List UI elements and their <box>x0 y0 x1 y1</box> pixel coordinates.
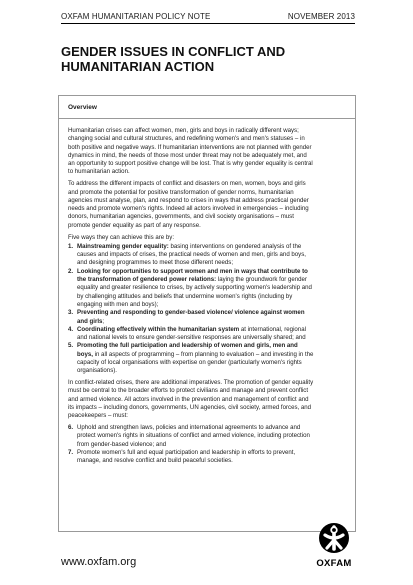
oxfam-logo <box>312 522 356 570</box>
list-number: 2. <box>68 267 74 275</box>
header-bar <box>61 12 355 21</box>
text-line: in all aspects of programming – from planning to evaluation – and investing in the <box>92 350 314 358</box>
text-line: at international, regional <box>239 325 306 333</box>
list-item-bold: Mainstreaming gender equality: <box>77 242 169 250</box>
text-line: peacekeepers – must: <box>68 412 128 420</box>
text-line: and designing programmes to meet those different needs; <box>77 259 234 267</box>
text-line: changing social and cultural structures, and redefining women's and men's statuses – in <box>68 135 305 143</box>
overview-box <box>58 95 356 532</box>
text-line: by challenging attitudes and beliefs that undermine women's rights (including by <box>77 292 293 300</box>
header-divider <box>61 23 355 24</box>
list-item-bold: the transformation of gendered power relations: <box>77 276 217 284</box>
text-line: must be central to the broader efforts to protect civilians and manage and prevent conflict <box>68 387 309 395</box>
list-item-bold: Coordinating effectively within the humanitarian system <box>77 325 240 333</box>
text-line: from gender-based violence; and <box>77 440 167 448</box>
text-line: Promote women's full and equal participation and leadership in efforts to prevent, <box>77 448 296 456</box>
text-line: ; <box>102 317 105 325</box>
text-line: laying the groundwork for gender <box>216 276 307 284</box>
list-number: 3. <box>68 309 74 317</box>
text-line: and promote the potential for positive transformation of gender norms, humanitarian <box>68 188 294 196</box>
text-line: manage, and resolve conflict and build peaceful societies. <box>77 457 233 465</box>
list-item-bold: and girls <box>77 317 103 325</box>
text-line: To address the different impacts of conflict and disasters on men, women, boys and girls <box>68 180 306 188</box>
list-number: 7. <box>68 448 74 456</box>
logo-wordmark: OXFAM <box>316 558 352 569</box>
numbered-list-2 <box>68 424 348 465</box>
list-intro: Five ways they can achieve this are by: <box>68 233 175 241</box>
text-line: Uphold and strengthen laws, policies and international agreements to advance and <box>77 424 301 432</box>
website-link[interactable]: www.oxfam.org <box>61 556 137 568</box>
list-item <box>68 342 348 375</box>
text-line: causes and impacts of crises, the practical needs of women and men, girls and boys, <box>77 251 306 259</box>
text-line: organisations). <box>77 367 117 375</box>
list-item-bold: Preventing and responding to gender-based violence/ violence against women <box>77 309 305 317</box>
text-line: protect women's rights in situations of conflict and armed violence, including protection <box>77 432 310 440</box>
numbered-list <box>68 243 348 376</box>
text-line: and armed violence. All actors involved in the prevention and management of conflict and <box>68 395 309 403</box>
text-line: both positive and negative ways. If humanitarian interventions are not planned with gender <box>68 143 312 151</box>
text-line: In conflict-related crises, there are additional imperatives. The promotion of gender equality <box>68 379 314 387</box>
title-line-2: HUMANITARIAN ACTION <box>61 59 215 74</box>
oxfam-logo-icon <box>312 522 356 558</box>
list-number: 6. <box>68 424 74 432</box>
list-number: 1. <box>68 242 74 250</box>
text-line: capacity of local organisations with expertise on gender (particularly women's rights <box>77 359 302 367</box>
text-line: donors, humanitarian agencies, governments, and civil society organisations – must <box>68 213 294 221</box>
list-item <box>68 309 348 326</box>
text-line: promote gender equality as part of any response. <box>68 221 201 229</box>
text-line: to humanitarian action. <box>68 168 130 176</box>
list-item <box>68 326 348 343</box>
list-item <box>68 243 348 268</box>
list-number: 5. <box>68 342 74 350</box>
list-item-bold: boys, <box>77 350 93 358</box>
list-item-bold: Looking for opportunities to support women and men in ways that contribute to <box>77 267 308 275</box>
text-line: equality and greater resilience to crises, by actively supporting women's leadership and <box>77 284 312 292</box>
date-label: NOVEMBER 2013 <box>287 12 355 21</box>
list-item-bold: Promoting the full participation and leadership of women and girls, men and <box>77 342 298 350</box>
paragraph-3 <box>68 379 348 420</box>
text-line: engaging with men and boys); <box>77 300 159 308</box>
series-label: OXFAM HUMANITARIAN POLICY NOTE <box>61 12 211 21</box>
text-line: its impacts – including donors, governments, UN agencies, civil society, armed forces, and <box>68 404 312 411</box>
text-line: an opportunity to support positive change will be lost. That is why gender equality is central <box>68 160 313 168</box>
list-item <box>68 268 348 309</box>
paragraph-2 <box>68 180 348 230</box>
list-item <box>68 449 348 466</box>
text-line: basing interventions on gendered analysis of the <box>168 242 302 250</box>
text-line: Humanitarian crises can affect women, men, girls and boys in radically different ways; <box>68 127 299 134</box>
overview-body <box>59 119 355 466</box>
list-item <box>68 424 348 449</box>
text-line: agencies must analyse, plan, and respond to crises in ways that address practical gender <box>68 196 309 204</box>
overview-heading: Overview <box>59 96 355 119</box>
paragraph-1 <box>68 127 348 177</box>
text-line: needs and promote women's rights. Indeed all actors involved in emergencies – including <box>68 205 309 213</box>
text-line: and national levels to ensure gender-sensitive responses are universally shared; and <box>77 334 306 342</box>
title-line-1: GENDER ISSUES IN CONFLICT AND <box>61 44 286 59</box>
list-number: 4. <box>68 325 74 333</box>
document-title <box>61 44 355 74</box>
text-line: dynamics in mind, the needs of those most under threat may not be adequately met, and <box>68 151 307 159</box>
